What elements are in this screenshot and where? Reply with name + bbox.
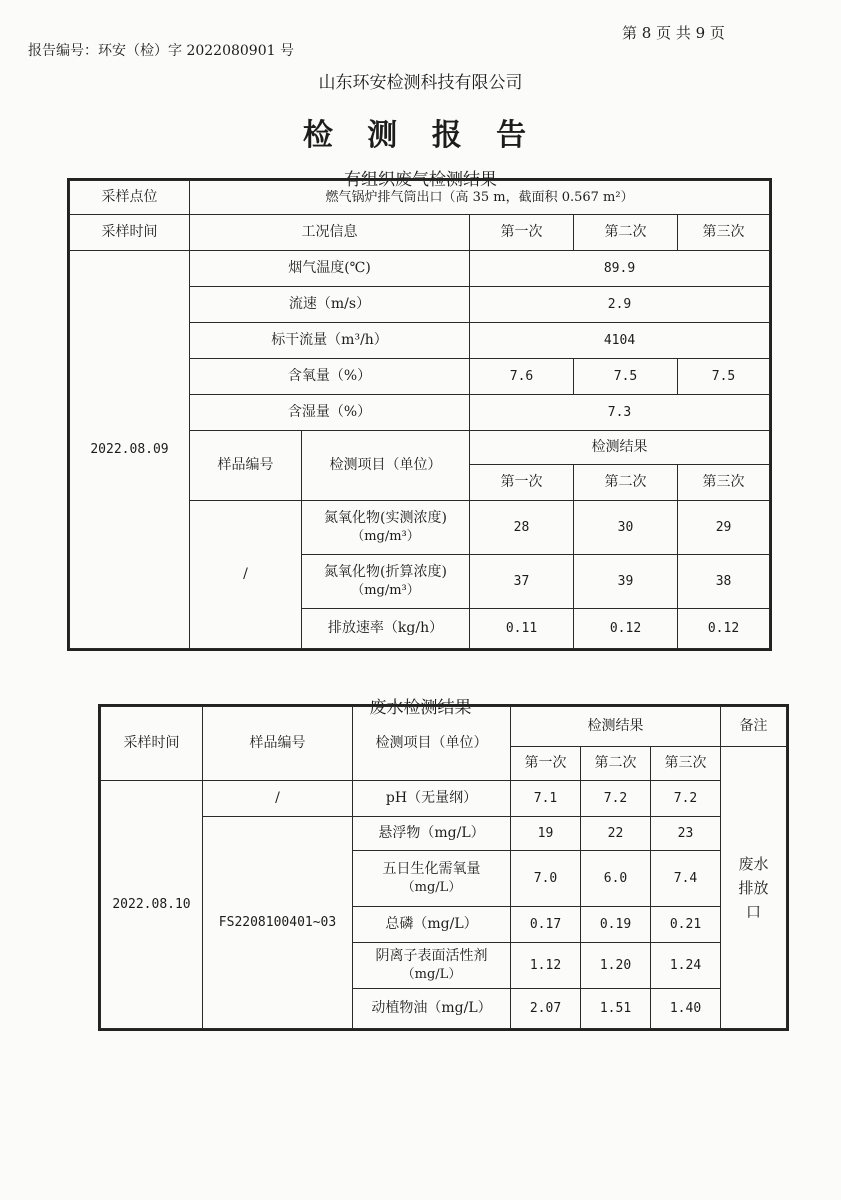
condition-name: 烟气温度(℃) xyxy=(190,251,470,287)
result-value: 37 xyxy=(470,555,574,609)
item-name: 动植物油（mg/L） xyxy=(353,989,511,1029)
item-unit-header: 检测项目（单位） xyxy=(353,707,511,781)
condition-value: 2.9 xyxy=(470,287,770,323)
result-value: 2.07 xyxy=(511,989,581,1029)
condition-value: 7.6 xyxy=(470,359,574,395)
sampling-time-header: 采样时间 xyxy=(101,707,203,781)
condition-name: 流速（m/s） xyxy=(190,287,470,323)
item-name xyxy=(353,851,511,907)
round-2-header: 第二次 xyxy=(574,465,678,501)
condition-value: 7.5 xyxy=(678,359,770,395)
condition-value: 4104 xyxy=(470,323,770,359)
document-title: 检 测 报 告 xyxy=(302,118,539,153)
result-item-name: 氮氧化物(折算浓度) xyxy=(324,564,447,581)
item-unit: （mg/L） xyxy=(401,880,462,896)
table-row xyxy=(101,781,787,817)
item-unit: （mg/L） xyxy=(401,967,462,983)
item-name: pH（无量纲） xyxy=(353,781,511,817)
report-number: 报告编号：环安（检）字 2022080901 号 xyxy=(28,43,294,59)
gas-results-table xyxy=(69,180,770,649)
table-row xyxy=(101,817,787,851)
water-results-table xyxy=(100,706,787,1029)
round-1-header: 第一次 xyxy=(511,747,581,781)
table-row xyxy=(70,215,770,251)
condition-value: 89.9 xyxy=(470,251,770,287)
table-row xyxy=(70,251,770,287)
result-item-name: 排放速率（kg/h） xyxy=(302,609,470,649)
sample-number-value: / xyxy=(203,781,353,817)
remark-text: 废水排放口 xyxy=(738,854,769,921)
result-value: 1.12 xyxy=(511,943,581,989)
condition-value: 7.5 xyxy=(574,359,678,395)
sampling-date: 2022.08.09 xyxy=(70,251,190,649)
item-name xyxy=(353,943,511,989)
round-1-header: 第一次 xyxy=(470,465,574,501)
item-name: 总磷（mg/L） xyxy=(353,907,511,943)
item-label: 阴离子表面活性剂 xyxy=(375,948,488,965)
table-row xyxy=(70,181,770,215)
result-header: 检测结果 xyxy=(511,707,721,747)
result-value: 7.0 xyxy=(511,851,581,907)
result-item xyxy=(302,501,470,555)
company-name: 山东环安检测科技有限公司 xyxy=(318,73,523,93)
sampling-date: 2022.08.10 xyxy=(101,781,203,1029)
condition-name: 含湿量（%） xyxy=(190,395,470,431)
sampling-point-label: 采样点位 xyxy=(70,181,190,215)
result-value: 7.2 xyxy=(581,781,651,817)
page-number: 第 8 页 共 9 页 xyxy=(622,24,725,42)
gas-table-title: 有组织废气检测结果 xyxy=(344,170,497,190)
result-value: 7.4 xyxy=(651,851,721,907)
result-value: 22 xyxy=(581,817,651,851)
water-table-title: 废水检测结果 xyxy=(369,698,472,718)
result-value: 0.19 xyxy=(581,907,651,943)
result-value: 6.0 xyxy=(581,851,651,907)
sample-number-header: 样品编号 xyxy=(203,707,353,781)
result-value: 0.11 xyxy=(470,609,574,649)
result-value: 19 xyxy=(511,817,581,851)
result-value: 1.40 xyxy=(651,989,721,1029)
result-value: 39 xyxy=(574,555,678,609)
work-condition-label: 工况信息 xyxy=(190,215,470,251)
item-unit-header: 检测项目（单位） xyxy=(302,431,470,501)
result-value: 23 xyxy=(651,817,721,851)
result-value: 30 xyxy=(574,501,678,555)
round-1-header: 第一次 xyxy=(470,215,574,251)
result-value: 0.12 xyxy=(678,609,770,649)
sample-number-header: 样品编号 xyxy=(190,431,302,501)
sampling-point-value: 燃气锅炉排气筒出口（高 35 m，截面积 0.567 m²） xyxy=(190,181,770,215)
result-value: 7.1 xyxy=(511,781,581,817)
table-row xyxy=(101,707,787,747)
result-item-unit: （mg/m³） xyxy=(351,583,420,599)
round-3-header: 第三次 xyxy=(678,465,770,501)
result-item-name: 氮氧化物(实测浓度) xyxy=(324,510,447,527)
round-2-header: 第二次 xyxy=(581,747,651,781)
remark-value xyxy=(721,747,787,1029)
remark-header: 备注 xyxy=(721,707,787,747)
result-value: 1.24 xyxy=(651,943,721,989)
round-2-header: 第二次 xyxy=(574,215,678,251)
result-value: 29 xyxy=(678,501,770,555)
sampling-time-label: 采样时间 xyxy=(70,215,190,251)
result-value: 7.2 xyxy=(651,781,721,817)
result-item xyxy=(302,555,470,609)
result-value: 1.51 xyxy=(581,989,651,1029)
sample-number-value: / xyxy=(190,501,302,649)
result-value: 0.17 xyxy=(511,907,581,943)
result-item-unit: （mg/m³） xyxy=(351,529,420,545)
condition-name: 含氧量（%） xyxy=(190,359,470,395)
result-value: 28 xyxy=(470,501,574,555)
result-value: 38 xyxy=(678,555,770,609)
round-3-header: 第三次 xyxy=(678,215,770,251)
condition-name: 标干流量（m³/h） xyxy=(190,323,470,359)
round-3-header: 第三次 xyxy=(651,747,721,781)
condition-value: 7.3 xyxy=(470,395,770,431)
item-name: 悬浮物（mg/L） xyxy=(353,817,511,851)
result-header: 检测结果 xyxy=(470,431,770,465)
result-value: 0.12 xyxy=(574,609,678,649)
item-label: 五日生化需氧量 xyxy=(382,861,481,878)
sample-number-value: FS2208100401~03 xyxy=(203,817,353,1029)
result-value: 1.20 xyxy=(581,943,651,989)
result-value: 0.21 xyxy=(651,907,721,943)
